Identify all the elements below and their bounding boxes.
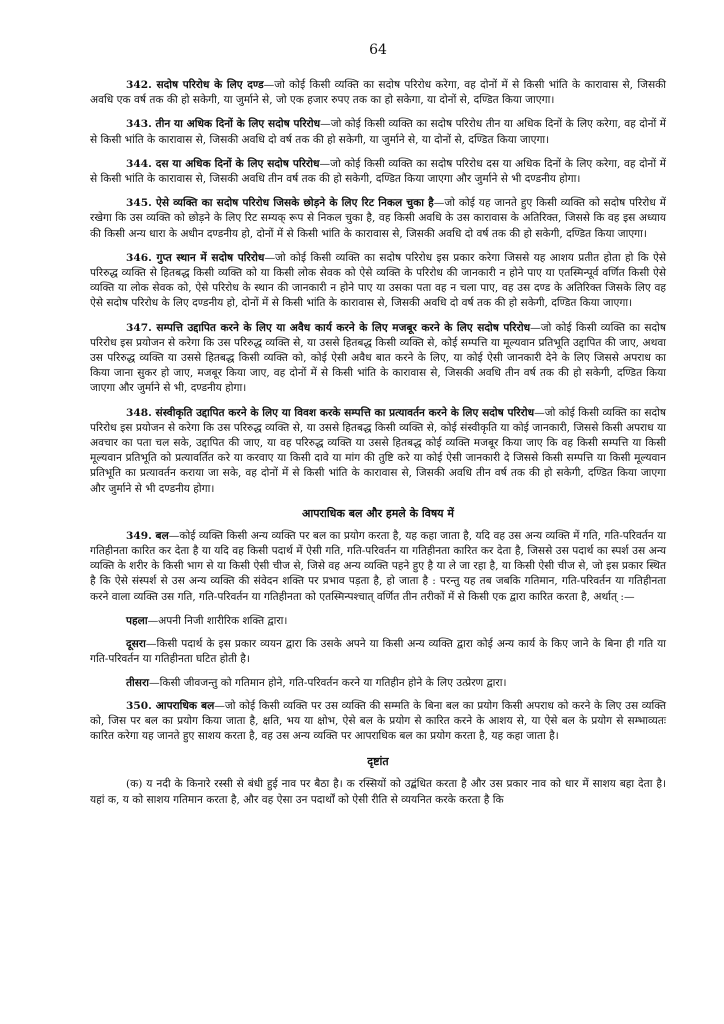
section-heading: 344. दस या अधिक दिनों के लिए सदोष परिरोध [126,157,320,170]
section-body: —कोई व्यक्ति किसी अन्य व्यक्ति पर बल का प्रयोग करता है, यह कहा जाता है, यदि वह उस अन्य व्यक्ति में गति, गति-परिवर्तन या गतिहीनता कारित कर देता है या यदि वह किसी पदार्थ में ऐसी गति, गति-परिवर्तन या गतिहीनता कारित कर देता है, जिससे उस पदार्थ का स्पर्श उस अन्य व्यक्ति के शरीर के किसी भाग से या किसी ऐसी चीज से, जिसे वह अन्य व्यक्ति पहने हुए है या ले जा रहा है, या किसी ऐसी चीज से, जो इस प्रकार स्थित है कि ऐसे संस्पर्श से उस अन्य व्यक्ति की संवेदन शक्ति पर प्रभाव पड़ता है, हो जाता है : परन्तु यह तब जबकि गतिमान, गति-परिवर्तन या गतिहीनता करने वाला व्यक्ति उस गति, गति-परिवर्तन या गतिहीनता को एतस्मिन्पश्चात् वर्णित तीन तरीकों में से किसी एक द्वारा कारित करता है, अर्थात् :— [90,529,666,603]
item-text: —अपनी निजी शारीरिक शक्ति द्वारा। [147,614,288,627]
section-body: —जो कोई किसी व्यक्ति पर उस व्यक्ति की सम्मति के बिना बल का प्रयोग किसी अपराध को करने के लिए उस व्यक्ति को, जिस पर बल का प्रयोग किया जाता है, क्षति, भय या क्षोभ, ऐसे बल के प्रयोग से कारित करने के आशय से, या ऐसे बल के प्रयोग से सम्भाव्यतः कारित करेगा यह जानते हुए साशय करता है, वह उस अन्य व्यक्ति पर आपराधिक बल का प्रयोग करता है, यह कहा जाता है। [90,699,666,743]
section-342 [90,78,666,108]
section-body: —जो कोई किसी व्यक्ति का सदोष परिरोध तीन या अधिक दिनों के लिए करेगा, वह दोनों में से किसी भांति के कारावास से, जिसकी अवधि दो वर्ष तक की हो सकेगी, या जुर्माने से, या दोनों से, दण्डित किया जाएगा। [90,118,666,146]
section-heading: 343. तीन या अधिक दिनों के लिए सदोष परिरोध [126,118,321,131]
illustrations-heading: दृष्टांत [367,755,389,769]
section-heading: 348. संस्वीकृति उद्दापित करने के लिए या विवश करके सम्पत्ति का प्रत्यावर्तन करने के लिए सदोष परिरोध [126,406,535,419]
illustration-a: (क) य नदी के किनारे रस्सी से बंधी हुई नाव पर बैठा है। क रस्सियों को उद्बंधित करता है और उस प्रकार नाव को धार में साशय बहा देता है। यहां क, य को साशय गतिमान करता है, और वह ऐसा उन पदार्थों को ऐसी रीति से व्ययनित करके करता है कि [90,778,666,806]
section-body: —जो कोई किसी व्यक्ति का सदोष परिरोध दस या अधिक दिनों के लिए करेगा, वह दोनों में से किसी भांति के कारावास से, जिसकी अवधि तीन वर्ष तक की हो सकेगी, दण्डित किया जाएगा और जुर्माने से भी दण्डनीय होगा। [90,157,666,186]
section-body: —जो कोई किसी व्यक्ति का सदोष परिरोध इस प्रकार करेगा जिससे यह आशय प्रतीत होता हो कि ऐसे परिरुद्ध व्यक्ति से हितबद्ध किसी व्यक्ति को या किसी लोक सेवक को ऐसे व्यक्ति के परिरोध की जानकारी न होने पाए या एतस्मिन्पूर्व वर्णित किसी ऐसे व्यक्ति या लोक सेवक को, ऐसे परिरोध के स्थान की जानकारी न होने पाए या उसका पता वह न चला पाए, वह उस दण्ड के अतिरिक्त जिसके लिए वह ऐसे सदोष परिरोध के लिए दण्डनीय हो, दोनों में से किसी भांति के कारावास से, जिसकी अवधि दो वर्ष तक की हो सकेगी, दण्डित किया जाएगा। [90,251,666,310]
section-345 [90,196,666,242]
list-item [90,676,666,691]
section-350 [90,699,666,745]
section-body: —जो कोई किसी व्यक्ति का सदोष परिरोध इस प्रयोजन से करेगा कि उस परिरुद्ध व्यक्ति से, या उससे हितबद्ध किसी व्यक्ति से, कोई सम्पत्ति या मूल्यवान प्रतिभूति उद्दापित की जाए, अथवा उस परिरुद्ध व्यक्ति या उससे हितबद्ध किसी व्यक्ति को, कोई ऐसी अवैध बात करने के लिए, या कोई ऐसी जानकारी देने के लिए जिससे अपराध का किया जाना सुकर हो जाए, मजबूर किया जाए, वह दोनों में से किसी भांति के कारावास से, जिसकी अवधि तीन वर्ष तक की हो सकेगी, दण्डित किया जाएगा और जुर्माने से भी, दण्डनीय होगा। [90,321,666,395]
section-349 [90,529,666,605]
section-heading: 350. आपराधिक बल [126,699,215,712]
section-heading: 342. सदोष परिरोध के लिए दण्ड [126,79,264,91]
list-item [90,614,666,629]
section-344 [90,157,666,187]
section-343 [90,117,666,147]
section-body: —जो कोई यह जानते हुए किसी व्यक्ति को सदोष परिरोध में रखेगा कि उस व्यक्ति को छोड़ने के लिए रिट सम्यक् रूप से निकल चुका है, वह किसी अवधि के उस कारावास के अतिरिक्त, जिससे कि वह इस अध्याय की किसी अन्य धारा के अधीन दण्डनीय हो, दोनों में से किसी भांति के कारावास से, जिसकी अवधि दो वर्ष तक की हो सकेगी, दण्डित किया जाएगा। [90,197,666,240]
page-number: 64 [369,42,387,58]
item-term: तीसरा [126,676,150,689]
section-heading: 347. सम्पत्ति उद्दापित करने के लिए या अवैध कार्य करने के लिए मजबूर करने के लिए सदोष परिरोध [126,321,531,334]
item-term: पहला [126,614,148,627]
item-text: —किसी जीवजन्तु को गतिमान होने, गति-परिवर्तन करने या गतिहीन होने के लिए उत्प्रेरण द्वारा। [149,676,507,689]
item-text: —किसी पदार्थ के इस प्रकार व्ययन द्वारा कि उसके अपने या किसी अन्य व्यक्ति द्वारा कोई अन्य कार्य के किए जाने के बिना ही गति या गति-परिवर्तन या गतिहीनता घटित होती है। [90,638,666,666]
section-347 [90,321,666,397]
section-heading: 345. ऐसे व्यक्ति का सदोष परिरोध जिसके छोड़ने के लिए रिट निकल चुका है [126,197,434,210]
item-term: दूसरा [126,638,146,651]
subheading: आपराधिक बल और हमले के विषय में [302,506,454,520]
section-348 [90,406,666,497]
list-item [90,637,666,667]
section-heading: 349. बल [126,529,169,542]
section-heading: 346. गुप्त स्थान में सदोष परिरोध [126,251,265,264]
section-346 [90,251,666,312]
section-body: —जो कोई किसी व्यक्ति का सदोष परिरोध इस प्रयोजन से करेगा कि उस परिरुद्ध व्यक्ति से, या उससे हितबद्ध किसी व्यक्ति से, कोई संस्वीकृति या कोई जानकारी, जिससे किसी अपराध या अवचार का पता चल सके, उद्दापित की जाए, या वह परिरुद्ध व्यक्ति या उससे हितबद्ध कोई व्यक्ति मजबूर किया जाए कि वह किसी सम्पत्ति या किसी मूल्यवान प्रतिभूति को प्रत्यावर्तित करे या करवाए या किसी दावे या मांग की तुष्टि करे या कोई ऐसी जानकारी दे जिससे किसी सम्पत्ति या किसी मूल्यवान प्रतिभूति का प्रत्यावर्तन कराया जा सके, वह दोनों में से किसी भांति के कारावास से, जिसकी अवधि तीन वर्ष तक की हो सकेगी, दण्डित किया जाएगा और जुर्माने से भी दण्डनीय होगा। [90,406,666,495]
section-body: —जो कोई किसी व्यक्ति का सदोष परिरोध करेगा, वह दोनों में से किसी भांति के कारावास से, जिसकी अवधि एक वर्ष तक की हो सकेगी, या जुर्माने से, जो एक हजार रुपए तक का हो सकेगा, या दोनों से, दण्डित किया जाएगा। [90,79,667,107]
